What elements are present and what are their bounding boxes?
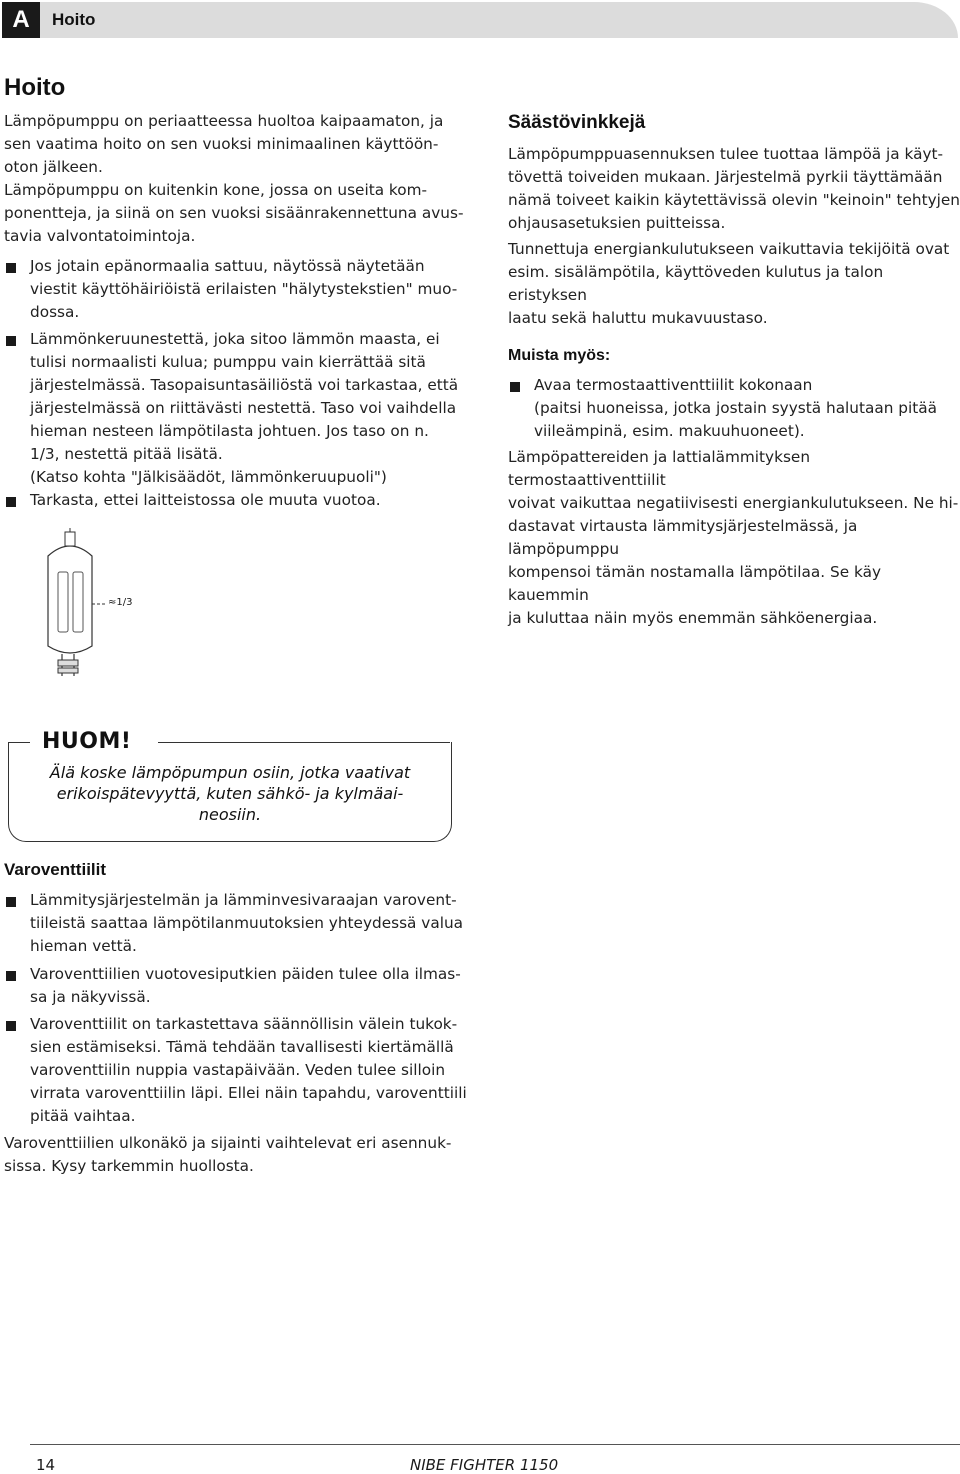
notice-border-top-left (8, 742, 30, 743)
page-heading: Hoito (4, 74, 66, 101)
text-line: Älä koske lämpöpumpun osiin, jotka vaativat (49, 763, 411, 782)
text-line: tulisi normaalisti kulua; pumppu vain kierrättää sitä (30, 353, 426, 371)
text-line: sien estämiseksi. Tämä tehdään tavallisesti kiertämällä (30, 1038, 454, 1056)
expansion-vessel-figure (40, 528, 160, 678)
text-line: järjestelmässä. Tasopaisuntasäiliöstä voi tarkastaa, että (30, 376, 459, 394)
header-bar (40, 2, 958, 38)
text-line: kompensoi tämän nostamalla lämpötilaa. Se käy kauemmin (508, 563, 882, 604)
bullet-marker (510, 382, 520, 392)
text-line: Varoventtiilit on tarkastettava säännöllisin välein tukok- (30, 1015, 458, 1033)
text-line: laatu sekä haluttu mukavuustaso. (508, 309, 768, 327)
text-line: viileämpinä, esim. makuuhuoneet). (534, 422, 805, 440)
text-line: sen vaatima hoito on sen vuoksi minimaalinen käyttöön- (4, 135, 439, 153)
text-line: varoventtiilin nuppia vastapäivään. Veden tulee silloin (30, 1061, 446, 1079)
text-line: tövettä toiveiden mukaan. Järjestelmä pyrkii täyttämään (508, 168, 943, 186)
text-line: hieman nesteen lämpötilasta johtuen. Jos taso on n. (30, 422, 429, 440)
text-line: Tarkasta, ettei laitteistossa ole muuta vuotoa. (30, 491, 381, 509)
notice-border-top-right (158, 742, 450, 743)
text-line: Varoventtiilien ulkonäkö ja sijainti vaihtelevat eri asennuk- (4, 1134, 452, 1152)
remember-heading: Muista myös: (508, 347, 611, 364)
bullet-marker (6, 971, 16, 981)
bullet-marker (6, 263, 16, 273)
text-line: (Katso kohta "Jälkisäädöt, lämmönkeruupuoli") (30, 468, 387, 486)
text-line: sissa. Kysy tarkemmin huollosta. (4, 1157, 254, 1175)
intro-text (4, 110, 463, 248)
vessel-body (48, 546, 92, 653)
footer-divider (30, 1444, 960, 1445)
list-item (30, 1013, 467, 1128)
text-line: ohjausasetuksien puitteissa. (508, 214, 726, 232)
bullet-marker (6, 336, 16, 346)
section-tab: A (2, 2, 40, 38)
text-line: viestit käyttöhäiriöistä erilaisten "hälytystekstien" muo- (30, 280, 458, 298)
text-line: tiileistä saattaa lämpötilanmuutoksien yhteydessä valua (30, 914, 464, 932)
text-line: Lämmönkeruunestettä, joka sitoo lämmön maasta, ei (30, 330, 440, 348)
text-line: 1/3, nestettä pitää lisätä. (30, 445, 223, 463)
savings-paragraph-3 (508, 446, 960, 630)
savings-paragraph-2 (508, 238, 960, 330)
list-item (534, 374, 937, 443)
list-item (30, 328, 458, 489)
savings-paragraph-1 (508, 143, 960, 235)
text-line: pitää vaihtaa. (30, 1107, 136, 1125)
valves-heading: Varoventtiilit (4, 860, 107, 879)
bullet-marker (6, 497, 16, 507)
text-line: voivat vaikuttaa negatiivisesti energiankulutukseen. Ne hi- (508, 494, 959, 512)
text-line: Tunnettuja energiankulutukseen vaikuttavia tekijöitä ovat (508, 240, 950, 258)
text-line: järjestelmässä on riittävästi nestettä. Taso voi vaihdella (30, 399, 457, 417)
list-item (30, 963, 461, 1009)
bullet-marker (6, 1021, 16, 1031)
list-item (30, 489, 381, 512)
text-line: ponentteja, ja siinä on sen vuoksi sisäänrakennettuna avus- (4, 204, 464, 222)
notice-text (30, 762, 430, 825)
page-number: 14 (36, 1456, 56, 1474)
text-line: (paitsi huoneissa, jotka jostain syystä halutaan pitää (534, 399, 938, 417)
text-line: virrata varoventtiilin läpi. Ellei näin tapahdu, varoventtiili (30, 1084, 467, 1102)
savings-heading: Säästövinkkejä (508, 112, 646, 133)
product-name: NIBE FIGHTER 1150 (410, 1456, 559, 1474)
text-line: Jos jotain epänormaalia sattuu, näytössä näytetään (30, 257, 425, 275)
text-line: Lämpöpumppuasennuksen tulee tuottaa lämpöä ja käyt- (508, 145, 944, 163)
text-line: tavia valvontatoimintoja. (4, 227, 196, 245)
text-line: dossa. (30, 303, 80, 321)
text-line: oton jälkeen. (4, 158, 103, 176)
text-line: hieman vettä. (30, 937, 137, 955)
header-title: Hoito (52, 10, 96, 29)
text-line: Lämpöpattereiden ja lattialämmityksen termostaattiventtiilit (508, 448, 811, 489)
text-line: Lämpöpumppu on kuitenkin kone, jossa on useita kom- (4, 181, 428, 199)
text-line: Lämpöpumppu on periaatteessa huoltoa kaipaamaton, ja (4, 112, 444, 130)
text-line: sa ja näkyvissä. (30, 988, 151, 1006)
valves-outro (4, 1132, 451, 1178)
text-line: Avaa termostaattiventtiilit kokonaan (534, 376, 813, 394)
notice-title: HUOM! (42, 729, 132, 754)
text-line: esim. sisälämpötila, käyttöveden kulutus ja talon eristyksen (508, 263, 884, 304)
vessel-cap (65, 532, 75, 546)
text-line: erikoispätevyyttä, kuten sähkö- ja kylmäai- (56, 784, 404, 803)
list-item (30, 255, 457, 324)
text-line: ja kuluttaa näin myös enemmän sähköenergiaa. (508, 609, 878, 627)
text-line: Varoventtiilien vuotovesiputkien päiden tulee olla ilmas- (30, 965, 461, 983)
text-line: neosiin. (198, 805, 262, 824)
level-label: ≈1/3 (108, 597, 133, 608)
list-item (30, 889, 463, 958)
text-line: Lämmitysjärjestelmän ja lämminvesivaraajan varovent- (30, 891, 457, 909)
text-line: nämä toiveet kaikin käytettävissä olevin "keinoin" tehtyjen (508, 191, 960, 209)
bullet-marker (6, 897, 16, 907)
text-line: dastavat virtausta lämmitysjärjestelmässä, ja lämpöpumppu (508, 517, 858, 558)
